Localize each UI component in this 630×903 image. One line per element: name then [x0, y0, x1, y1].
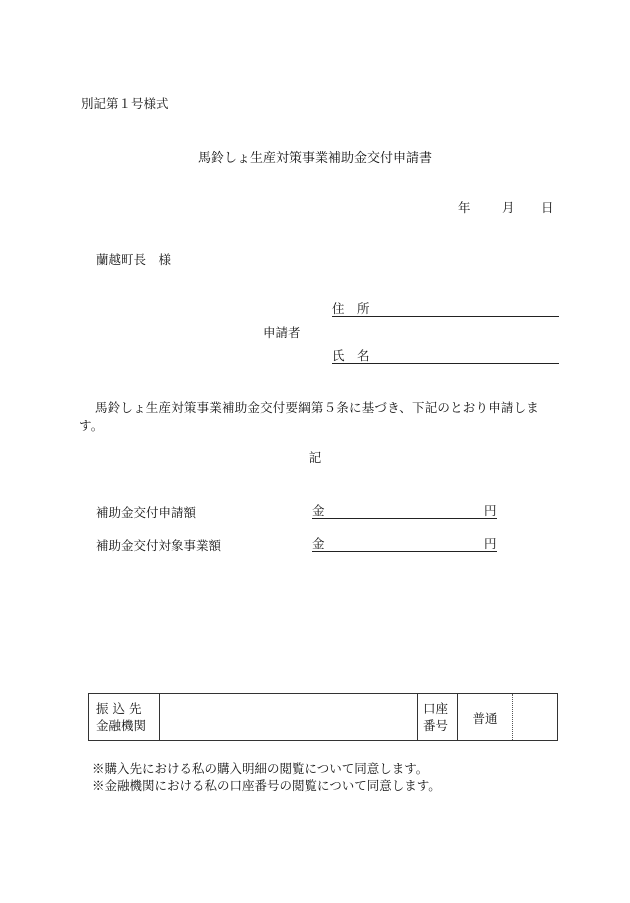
account-type-cell: 普通	[458, 694, 513, 740]
account-label-line2: 番号	[423, 718, 449, 733]
target-amount-suffix: 円	[484, 536, 497, 551]
address-field-line[interactable]	[332, 316, 559, 317]
address-label: 住 所	[332, 301, 370, 316]
bank-name-input-cell[interactable]	[160, 694, 418, 740]
request-amount-field-line[interactable]	[312, 518, 497, 519]
date-day-label: 日	[541, 200, 554, 215]
request-amount-prefix: 金	[312, 503, 325, 518]
ki-heading: 記	[308, 450, 322, 465]
bank-account-table	[88, 693, 558, 741]
target-amount-prefix: 金	[312, 536, 325, 551]
consent-notice-purchase: ※購入先における私の購入明細の閲覧について同意します。	[92, 761, 429, 776]
bank-label-cell	[89, 694, 160, 740]
form-number: 別記第１号様式	[81, 96, 169, 111]
target-amount-label: 補助金交付対象事業額	[96, 538, 222, 553]
account-label-line1: 口座	[423, 701, 449, 716]
account-number-input-cell[interactable]	[513, 694, 557, 740]
account-label-cell	[418, 694, 458, 740]
request-amount-suffix: 円	[484, 503, 497, 518]
applicant-label: 申請者	[263, 325, 301, 340]
bank-label-line2: 金融機関	[96, 718, 147, 733]
bank-label-line1: 振 込 先	[96, 701, 142, 716]
document-title: 馬鈴しょ生産対策事業補助金交付申請書	[197, 151, 432, 166]
application-body-text: 馬鈴しょ生産対策事業補助金交付要綱第５条に基づき、下記のとおり申請します。	[79, 400, 540, 433]
name-field-line[interactable]	[332, 363, 559, 364]
date-month-label: 月	[502, 200, 515, 215]
request-amount-label: 補助金交付申請額	[96, 505, 197, 520]
name-label: 氏 名	[332, 348, 370, 363]
addressee: 蘭越町長 様	[96, 252, 172, 267]
consent-notice-bank: ※金融機関における私の口座番号の閲覧について同意します。	[92, 778, 441, 793]
date-year-label: 年	[458, 200, 471, 215]
target-amount-field-line[interactable]	[312, 551, 497, 552]
